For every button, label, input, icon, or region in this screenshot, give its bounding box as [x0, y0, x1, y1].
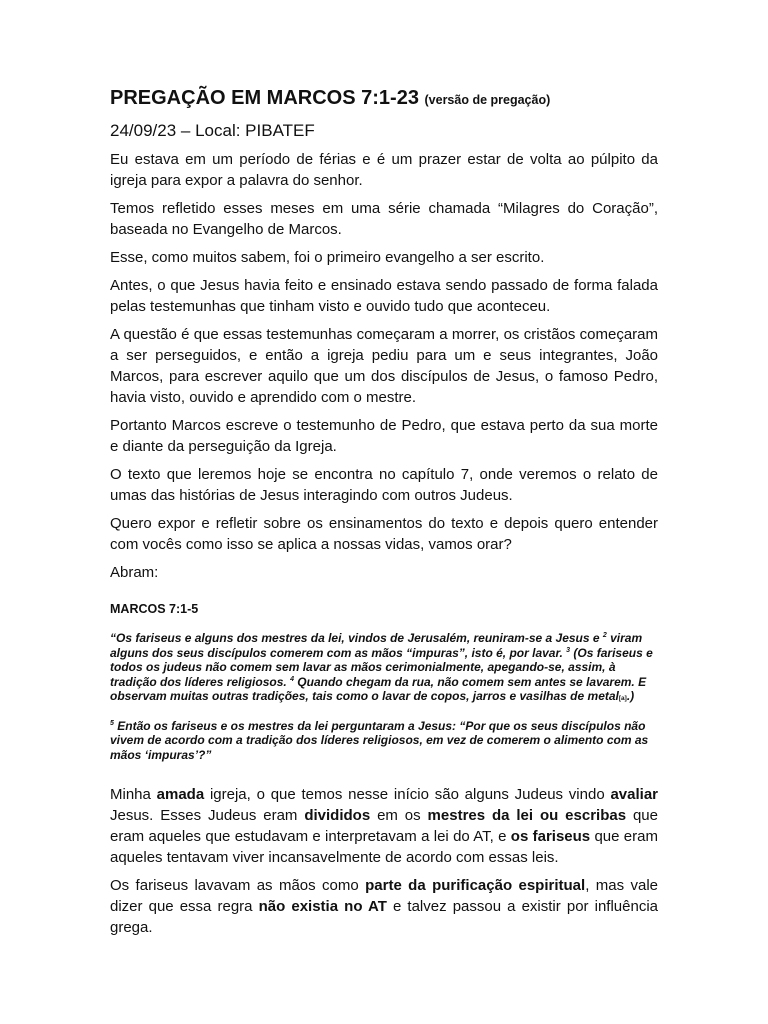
text-run: Minha	[110, 786, 157, 803]
text-run: em os	[370, 807, 428, 824]
title-main: PREGAÇÃO EM MARCOS 7:1-23	[110, 87, 419, 109]
bold-run: divididos	[304, 807, 371, 824]
paragraph-first-gospel: Esse, como muitos sabem, foi o primeiro evangelho a ser escrito.	[110, 249, 545, 266]
bold-run: não existia no AT	[258, 898, 387, 915]
paragraph-expose: Quero expor e refletir sobre os ensinamentos do texto e depois quero entender com vocês como isso se aplica a nossas vidas, vamos orar?	[110, 515, 658, 553]
footnote-marker[interactable]: [a]	[618, 695, 627, 702]
date-location-line: 24/09/23 – Local: PIBATEF	[110, 121, 315, 140]
title-subtitle: (versão de pregação)	[424, 93, 551, 107]
document-body	[110, 84, 658, 938]
text-run: que eram aqueles tentavam viver incansavelmente de acordo com essas leis.	[110, 828, 658, 866]
bold-run: avaliar	[610, 786, 658, 803]
text-run: Os fariseus lavavam as mãos como	[110, 877, 366, 894]
paragraph-witnesses: A questão é que essas testemunhas começaram a morrer, os cristãos começaram a ser perseguidos, e então a igreja pediu para um e seus integrantes, João Marcos, para escrever aquilo que um dos discípulos de Jesus, o famoso Pedro, havia visto, ouvido e aprendido com o mestre.	[110, 326, 658, 406]
verse-number: 2	[602, 632, 607, 639]
paragraph-series: Temos refletido esses meses em uma série chamada “Milagres do Coração”, baseada no Evangelho de Marcos.	[110, 200, 658, 238]
text-run: e talvez passou a existir por influência grega.	[110, 898, 658, 936]
paragraph-oral-tradition: Antes, o que Jesus havia feito e ensinado estava sendo passado de forma falada pelas testemunhas que tinham visto e ouvido tudo que aconteceu.	[110, 277, 658, 315]
paragraph-judeus	[110, 784, 658, 868]
paragraph-intro: Eu estava em um período de férias e é um prazer estar de volta ao púlpito da igreja para expor a palavra do senhor.	[110, 151, 658, 189]
verse-text: (Os fariseus e todos os judeus não comem sem lavar as mãos cerimonialmente, apegando-se, assim, à tradição dos líderes religiosos.	[110, 645, 653, 689]
scripture-verses-1-4	[110, 631, 658, 707]
verse-text: .)	[626, 689, 635, 703]
verse-text: viram alguns dos seus discípulos comerem com as mãos “impuras”, isto é, por lavar.	[110, 631, 643, 660]
bold-run: os fariseus	[510, 828, 591, 845]
scripture-heading: MARCOS 7:1-5	[110, 602, 199, 616]
paragraph-fariseus	[110, 875, 658, 938]
verse-text: Quando chegam da rua, não comem sem antes se lavarem. E observam muitas outras tradições, tais como o lavar de copos, jarros e vasilhas de metal	[110, 674, 647, 703]
bold-run: amada	[156, 786, 205, 803]
text-run: , mas vale dizer que essa regra	[110, 877, 658, 915]
text-run: Jesus. Esses Judeus eram	[110, 807, 305, 824]
paragraph-chapter-seven: O texto que leremos hoje se encontra no capítulo 7, onde veremos o relato de umas das histórias de Jesus interagindo com outros Judeus.	[110, 466, 658, 504]
verse-number: 3	[566, 646, 571, 654]
text-run: igreja, o que temos nesse início são alguns Judeus vindo	[204, 786, 611, 803]
verse-number: 4	[290, 675, 294, 683]
text-run: que eram aqueles que estudavam e interpretavam a lei do AT, e	[110, 807, 658, 845]
verse-text: Então os fariseus e os mestres da lei perguntaram a Jesus: “Por que os seus discípulos não vivem de acordo com a tradição dos líderes religiosos, em vez de comerem o alimento com as mãos ‘impuras’?”	[110, 718, 649, 762]
verse-text: “Os fariseus e alguns dos mestres da lei, vindos de Jerusalém, reuniram-se a Jesus e	[110, 631, 603, 645]
paragraph-abram: Abram:	[110, 564, 159, 581]
bold-run: parte da purificação espiritual	[365, 877, 586, 894]
paragraph-peter-testimony: Portanto Marcos escreve o testemunho de Pedro, que estava perto da sua morte e diante da perseguição da Igreja.	[110, 417, 658, 455]
verse-number: 5	[110, 719, 114, 727]
bold-run: mestres da lei ou escribas	[427, 807, 627, 824]
scripture-verse-5	[110, 719, 658, 763]
page-title	[110, 84, 658, 114]
